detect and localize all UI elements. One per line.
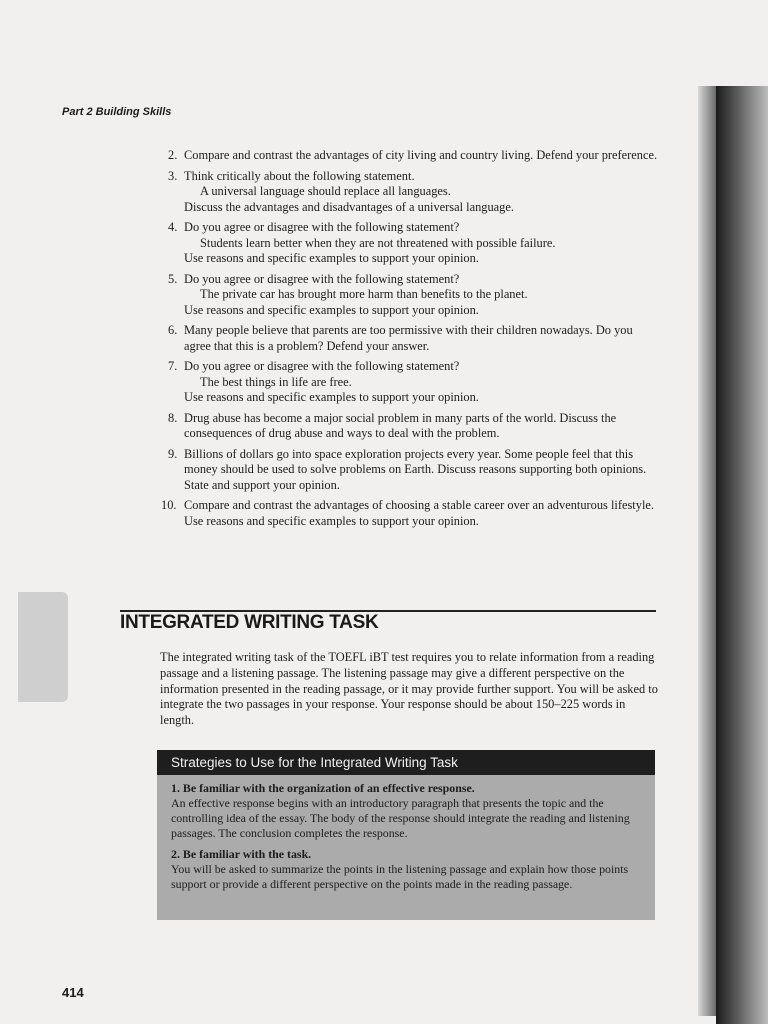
list-item: 4. Do you agree or disagree with the following statement? Students learn better when they are not threatened with possible failure. Use reasons and specific examples to support your opinion. xyxy=(160,220,660,267)
list-item: 5. Do you agree or disagree with the following statement? The private car has brought more harm than benefits to the planet. Use reasons and specific examples to support your opinion. xyxy=(160,272,660,319)
strategy-item xyxy=(157,841,655,892)
page-number: 414 xyxy=(62,985,84,1000)
list-item: 9. Billions of dollars go into space exploration projects every year. Some people feel that this money should be used to solve problems on Earth. Discuss reasons supporting both opinions. State and support your opinion. xyxy=(168,446,647,492)
strategy-body: You will be asked to summarize the points in the listening passage and explain how those points support or provide a different perspective on the points made in the reading passage. xyxy=(171,862,629,891)
prompt-quote: A universal language should replace all languages. xyxy=(200,184,451,198)
list-item: 10. Compare and contrast the advantages of choosing a stable career over an adventurous lifestyle. Use reasons and specific examples to support your opinion. xyxy=(161,498,654,528)
list-item: 6. Many people believe that parents are too permissive with their children nowadays. Do you agree that this is a problem? Defend your answer. xyxy=(168,323,633,353)
essay-prompts-list xyxy=(160,148,660,534)
intro-paragraph: The integrated writing task of the TOEFL iBT test requires you to relate information from a reading passage and a listening passage. The listening passage may give a different perspective on the information presented in the reading passage, or it may provide further support. You will be asked to integrate the two passages in your response. Your response should be about 150–225 words in length. xyxy=(160,650,658,728)
strategy-heading: 2. Be familiar with the task. xyxy=(171,847,312,861)
strategy-heading: 1. Be familiar with the organization of an effective response. xyxy=(171,781,475,795)
prompt-quote: The private car has brought more harm than benefits to the planet. xyxy=(200,287,528,301)
list-item: 7. Do you agree or disagree with the following statement? The best things in life are free. Use reasons and specific examples to support your opinion. xyxy=(160,359,660,406)
prompt-quote: Students learn better when they are not threatened with possible failure. xyxy=(200,235,556,250)
strategy-item xyxy=(157,775,655,841)
chapter-thumb-tab xyxy=(18,592,68,702)
section-heading: INTEGRATED WRITING TASK xyxy=(120,612,379,633)
running-head: Part 2 Building Skills xyxy=(62,106,172,118)
book-spine-edge xyxy=(716,86,768,1024)
list-item: 2. Compare and contrast the advantages of city living and country living. Defend your preference. xyxy=(168,148,658,162)
prompt-quote: The best things in life are free. xyxy=(200,374,352,389)
list-item: 3. Think critically about the following statement. A universal language should replace all languages. Discuss the advantages and disadvantages of a universal language. xyxy=(160,169,660,216)
list-item: 8. Drug abuse has become a major social problem in many parts of the world. Discuss the consequences of drug abuse and ways to deal with the problem. xyxy=(168,410,617,440)
strategy-box-title: Strategies to Use for the Integrated Writing Task xyxy=(157,750,655,775)
strategy-body: An effective response begins with an introductory paragraph that presents the topic and the controlling idea of the essay. The body of the response should integrate the reading and listening passages. The conclusion completes the response. xyxy=(171,796,630,840)
strategy-box xyxy=(157,750,655,920)
page-gutter-shadow xyxy=(698,86,716,1016)
